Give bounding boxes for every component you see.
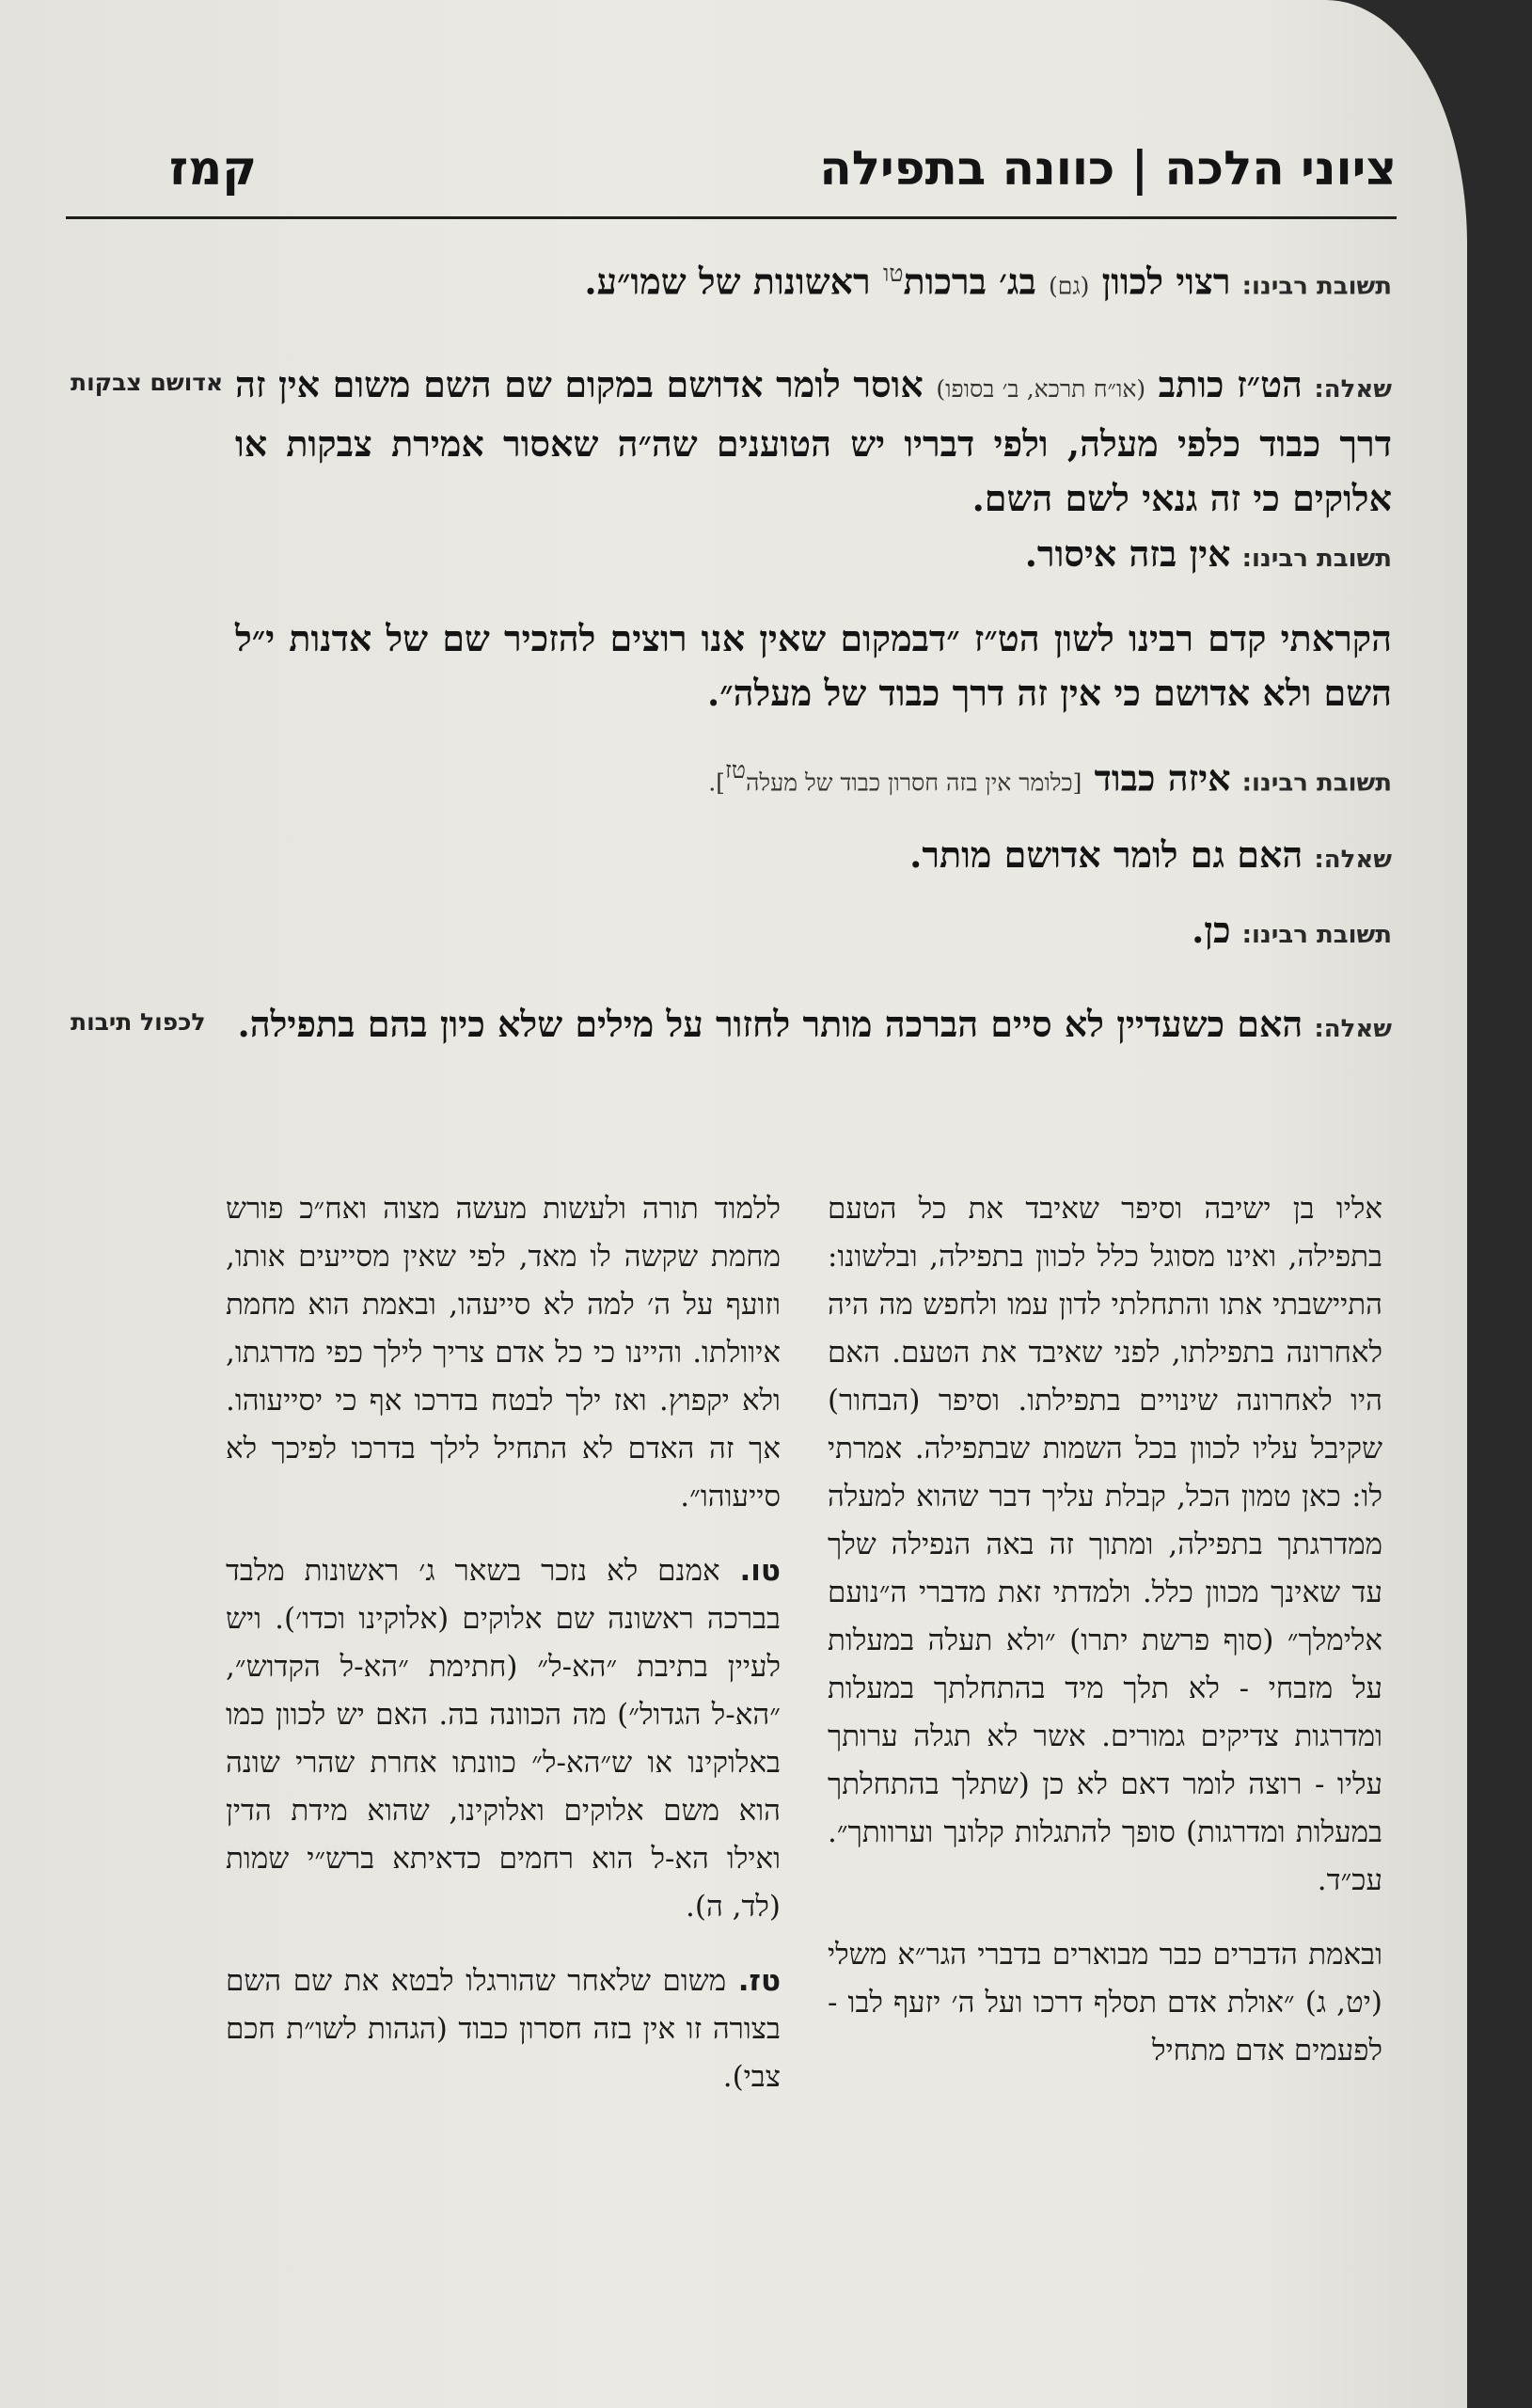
qa-block-3 <box>235 527 1392 586</box>
qa-text: ראשונות של שמו״ע. <box>584 260 883 303</box>
footnote-paragraph <box>226 1957 781 2101</box>
footnote-ref[interactable]: טו <box>882 260 904 287</box>
page-number: קמז <box>169 141 258 196</box>
footnote-column-right <box>828 1185 1382 2101</box>
margin-note: אדושם צבקות <box>71 369 224 396</box>
footnote-paragraph: ובאמת הדברים כבר מבוארים בדברי הגר״א משלי (יט, ג) ״אולת אדם תסלף דרכו ועל ה׳ יזעף לבו - לפעמים אדם מתחיל <box>828 1938 1382 2067</box>
footnote-column-left <box>226 1185 781 2128</box>
qa-label: תשובת רבינו: <box>1241 545 1392 573</box>
margin-note: לכפול תיבות <box>71 1008 206 1036</box>
footnote-paragraph <box>226 1185 781 1521</box>
footnote-paragraph <box>226 1547 781 1931</box>
qa-text: האם גם לומר אדושם מותר. <box>909 833 1303 876</box>
qa-text: כן. <box>1192 909 1231 951</box>
qa-block-7 <box>235 903 1392 962</box>
qa-small: [כלומר אין בזה חסרון כבוד של מעלה <box>746 768 1082 797</box>
qa-small: (גם) <box>1049 272 1090 300</box>
qa-text: האם כשעדיין לא סיים הברכה מותר לחזור על מילים שלא כיון בהם בתפילה. <box>237 1003 1303 1045</box>
footnote-text: משום שלאחר שהורגלו לבטא את שם השם בצורה זו אין בזה חסרון כבוד (הגהות לשו״ת חכם צבי). <box>226 1964 781 2094</box>
qa-text: איזה כבוד <box>1082 756 1231 800</box>
footnote-text: ללמוד תורה ולעשות מעשה מצוה ואח״כ פורש מחמת שקשה לו מאד, לפי שאין מסייעים אותו, וזועף על ה׳ למה לא סייעהו, ובאמת הוא מחמת איוולתו. והיינו כי כל אדם צריך לילך כפי מדרגתו, ולא יקפוץ. ואז ילך לבטח בדרכו אף כי יסייעוהו. אך זה האדם לא התחיל לילך בדרכו לפיכך לא סייעוהו״. <box>226 1192 781 1513</box>
qa-label: שאלה: <box>1314 375 1392 404</box>
qa-text: בג׳ ברכות <box>903 260 1049 303</box>
footnote-paragraph: אליו בן ישיבה וסיפר שאיבד את כל הטעם בתפילה, ואינו מסוגל כלל לכוון בתפילה, ובלשונו: התיישבתי אתו והתחלתי לדון עמו ולחפש מה היה לאחרונה בתפילתו, לפני שאיבד את הטעם. האם היו לאחרונה שינויים בתפילתו. וסיפר (הבחור) שקיבל עליו לכוון בכל השמות שבתפילה. אמרתי לו: כאן טמון הכל, קבלת עליך דבר שהוא למעלה ממדרגתך בתפילה, ומתוך זה באה הנפילה שלך עד שאינך מכוון כלל. ולמדתי זאת מדברי ה״נועם אלימלך״ (סוף פרשת יתרו) ״ולא תעלה במעלות על מזבחי - לא תלך מיד בהתחלתך במעלות ומדרגות צדיקים גמורים. אשר לא תגלה ערותך עליו - רוצה לומר דאם לא כן (שתלך בהתחלתך במעלות ומדרגות) סופך להתגלות קלונך וערוותך״. עכ״ד. <box>828 1192 1382 1897</box>
qa-label: תשובת רבינו: <box>1241 921 1392 949</box>
qa-block-4 <box>235 611 1392 721</box>
qa-block-6 <box>235 828 1392 887</box>
qa-text: הט״ז כותב <box>1145 363 1303 405</box>
qa-label: תשובת רבינו: <box>1241 768 1392 798</box>
qa-block-8 <box>235 997 1392 1056</box>
footnote-number: טו. <box>739 1554 781 1588</box>
qa-small: ]. <box>708 768 725 797</box>
qa-block-5 <box>235 743 1392 811</box>
footnote-number: טז. <box>737 1964 781 1998</box>
qa-text: אין בזה איסור. <box>1024 532 1231 575</box>
qa-label: שאלה: <box>1314 846 1392 874</box>
qa-label: תשובת רבינו: <box>1241 272 1392 301</box>
qa-label: שאלה: <box>1314 1015 1392 1043</box>
qa-text: רצוי לכוון <box>1089 260 1231 303</box>
qa-small: (או״ח תרכא, ב׳ בסופו) <box>936 375 1146 403</box>
qa-text: הקראתי קדם רבינו לשון הט״ז ״דבמקום שאין אנו רוצים להזכיר שם של אדנות י״ל השם ולא אדושם כי אין זה דרך כבוד של מעלה״. <box>235 617 1392 714</box>
qa-block-2 <box>235 357 1392 526</box>
qa-block-1 <box>235 246 1392 314</box>
running-title: ציוני הלכה | כוונה בתפילה <box>819 141 1397 196</box>
qa-text: אוסר לומר אדושם במקום שם השם משום אין זה דרך כבוד כלפי מעלה, ולפי דבריו יש הטוענים שה״ה שאסור אמירת צבקות או אלוקים כי זה גנאי לשם השם. <box>235 363 1392 519</box>
footnote-ref[interactable]: טז <box>724 756 747 784</box>
page-header <box>66 141 1397 219</box>
footnote-text: אמנם לא נזכר בשאר ג׳ ראשונות מלבד בברכה ראשונה שם אלוקים (אלוקינו וכדו׳). ויש לעיין בתיבת ״הא-ל״ (חתימת ״הא-ל הקדוש״, ״הא-ל הגדול״) מה הכוונה בה. האם יש לכוון כמו באלוקינו או ש״הא-ל״ כוונתו אחרת שהרי שונה הוא משם אלוקים ואלוקינו, שהוא מידת הדין ואילו הא-ל הוא רחמים כדאיתא ברש״י שמות (לד, ה). <box>226 1554 781 1924</box>
